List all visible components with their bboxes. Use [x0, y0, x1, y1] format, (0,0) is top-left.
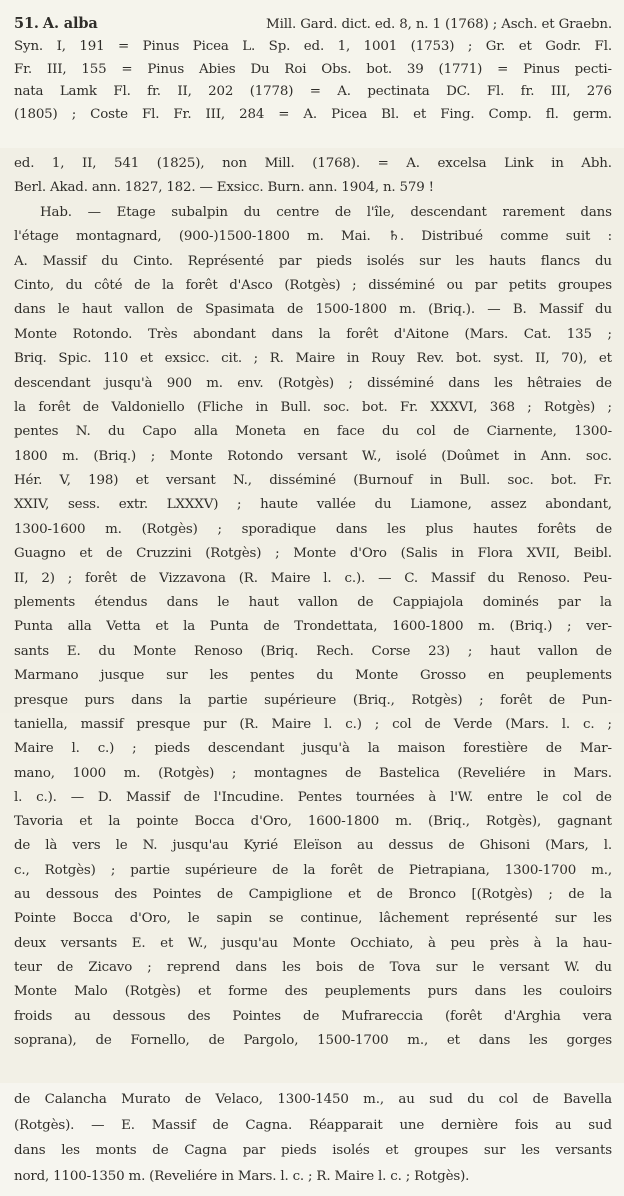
text-line: Pointe Bocca d'Oro, le sapin se continue, lâchement représenté sur les	[14, 911, 612, 927]
text-line: de là vers le N. jusqu'au Kyrié Eleïson au dessus de Ghisoni (Mars, l.	[14, 838, 612, 854]
text-line: c., Rotgès) ; partie supérieure de la forêt de Pietrapiana, 1300-1700 m.,	[14, 862, 612, 878]
text-line: Maire l. c.) ; pieds descendant jusqu'à la maison forestière de Mar-	[14, 741, 612, 757]
text-line: teur de Zicavo ; reprend dans les bois de Tova sur le versant W. du	[14, 959, 612, 975]
text-line: 51. A. alba Mill. Gard. dict. ed. 8, n. 1 (1768) ; Asch. et Graebn.	[14, 13, 612, 36]
text-line: Berl. Akad. ann. 1827, 182. — Exsicc. Burn. ann. 1904, n. 579 !	[14, 180, 434, 196]
scan-fragment-1	[0, 0, 624, 148]
text-line: Monte Malo (Rotgès) et forme des peuplements purs dans les couloirs	[14, 984, 612, 1000]
text-line: au dessous des Pointes de Campiglione et de Bronco [(Rotgès) ; de la	[14, 887, 612, 903]
text-line: l. c.). — D. Massif de l'Incudine. Pentes tournées à l'W. entre le col de	[14, 789, 612, 805]
text-line: (1805) ; Coste Fl. Fr. III, 284 = A. Picea Bl. et Fing. Comp. fl. germ.	[14, 107, 612, 123]
text-line: la forêt de Valdoniello (Fliche in Bull. soc. bot. Fr. XXXVI, 368 ; Rotgès) ;	[14, 399, 612, 415]
text-line: II, 2) ; forêt de Vizzavona (R. Maire l. c.). — C. Massif du Renoso. Peu-	[14, 570, 612, 586]
text-line: Hér. V, 198) et versant N., disséminé (Burnouf in Bull. soc. bot. Fr.	[14, 473, 612, 489]
text-line: l'étage montagnard, (900-)1500-1800 m. Mai. ♄. Distribué comme suit :	[14, 229, 612, 245]
text-line: Cinto, du côté de la forêt d'Asco (Rotgès) ; disséminé ou par petits groupes	[14, 277, 612, 293]
text-line: deux versants E. et W., jusqu'au Monte Occhiato, à peu près à la hau-	[14, 935, 612, 951]
text-line: XXIV, sess. extr. LXXXV) ; haute vallée du Liamone, assez abondant,	[14, 497, 612, 513]
text-line: pentes N. du Capo alla Moneta en face du col de Ciarnente, 1300-	[14, 424, 612, 440]
text-line: taniella, massif presque pur (R. Maire l. c.) ; col de Verde (Mars. l. c. ;	[14, 717, 612, 732]
scan-fragment-3	[0, 713, 624, 1083]
text-line: dans le haut vallon de Spasimata de 1500-1800 m. (Briq.). — B. Massif du	[14, 302, 612, 318]
text-line: descendant jusqu'à 900 m. env. (Rotgès) ; disséminé dans les hêtraies de	[14, 375, 612, 391]
text-line: sants E. du Monte Renoso (Briq. Rech. Corse 23) ; haut vallon de	[14, 643, 612, 659]
text-line: dans les monts de Cagna par pieds isolés et groupes sur les versants	[14, 1143, 612, 1158]
text-line: Fr. III, 155 = Pinus Abies Du Roi Obs. bot. 39 (1771) = Pinus pecti-	[14, 61, 612, 77]
text-line: froids au dessous des Pointes de Mufrareccia (forêt d'Arghia vera	[14, 1008, 612, 1024]
scan-fragment-4	[0, 1083, 624, 1196]
text-line: Guagno et de Cruzzini (Rotgès) ; Monte d'Oro (Salis in Flora XVII, Beibl.	[14, 546, 612, 562]
text-line: 1300-1600 m. (Rotgès) ; sporadique dans les plus hautes forêts de	[14, 521, 612, 537]
text-line: A. Massif du Cinto. Représenté par pieds isolés sur les hauts flancs du	[14, 253, 612, 269]
scan-fragment-2	[0, 148, 624, 713]
text-line: Syn. I, 191 = Pinus Picea L. Sp. ed. 1, 1001 (1753) ; Gr. et Godr. Fl.	[14, 38, 612, 54]
entry-heading: 51. A. alba	[14, 15, 98, 32]
text-line: Punta alla Vetta et la Punta de Trondettata, 1600-1800 m. (Briq.) ; ver-	[14, 619, 612, 635]
text-line: presque purs dans la partie supérieure (Briq., Rotgès) ; forêt de Pun-	[14, 692, 612, 708]
text-line: nord, 1100-1350 m. (Reveliére in Mars. l. c. ; R. Maire l. c. ; Rotgès).	[14, 1168, 470, 1184]
text-line: plements étendus dans le haut vallon de Cappiajola dominés par la	[14, 595, 612, 611]
text-line: de Calancha Murato de Velaco, 1300-1450 m., au sud du col de Bavella	[14, 1092, 612, 1107]
text-line: (Rotgès). — E. Massif de Cagna. Réapparait une dernière fois au sud	[14, 1117, 612, 1133]
text-line: Briq. Spic. 110 et exsicc. cit. ; R. Maire in Rouy Rev. bot. syst. II, 70), et	[14, 351, 612, 367]
text-line: Marmano jusque sur les pentes du Monte Grosso en peuplements	[14, 668, 612, 684]
text-line: mano, 1000 m. (Rotgès) ; montagnes de Bastelica (Reveliére in Mars.	[14, 765, 612, 781]
text-line: Tavoria et la pointe Bocca d'Oro, 1600-1800 m. (Briq., Rotgès), gagnant	[14, 814, 612, 830]
text-line: ed. 1, II, 541 (1825), non Mill. (1768). = A. excelsa Link in Abh.	[14, 156, 612, 171]
text-line: nata Lamk Fl. fr. II, 202 (1778) = A. pectinata DC. Fl. fr. III, 276	[14, 84, 612, 100]
text-line: 1800 m. (Briq.) ; Monte Rotondo versant W., isolé (Doûmet in Ann. soc.	[14, 448, 612, 464]
text-line: Monte Rotondo. Très abondant dans la forêt d'Aitone (Mars. Cat. 135 ;	[14, 326, 612, 342]
text-line: soprana), de Fornello, de Pargolo, 1500-1700 m., et dans les gorges	[14, 1032, 612, 1048]
text-line: Hab. — Etage subalpin du centre de l'île, descendant rarement dans	[40, 204, 612, 220]
